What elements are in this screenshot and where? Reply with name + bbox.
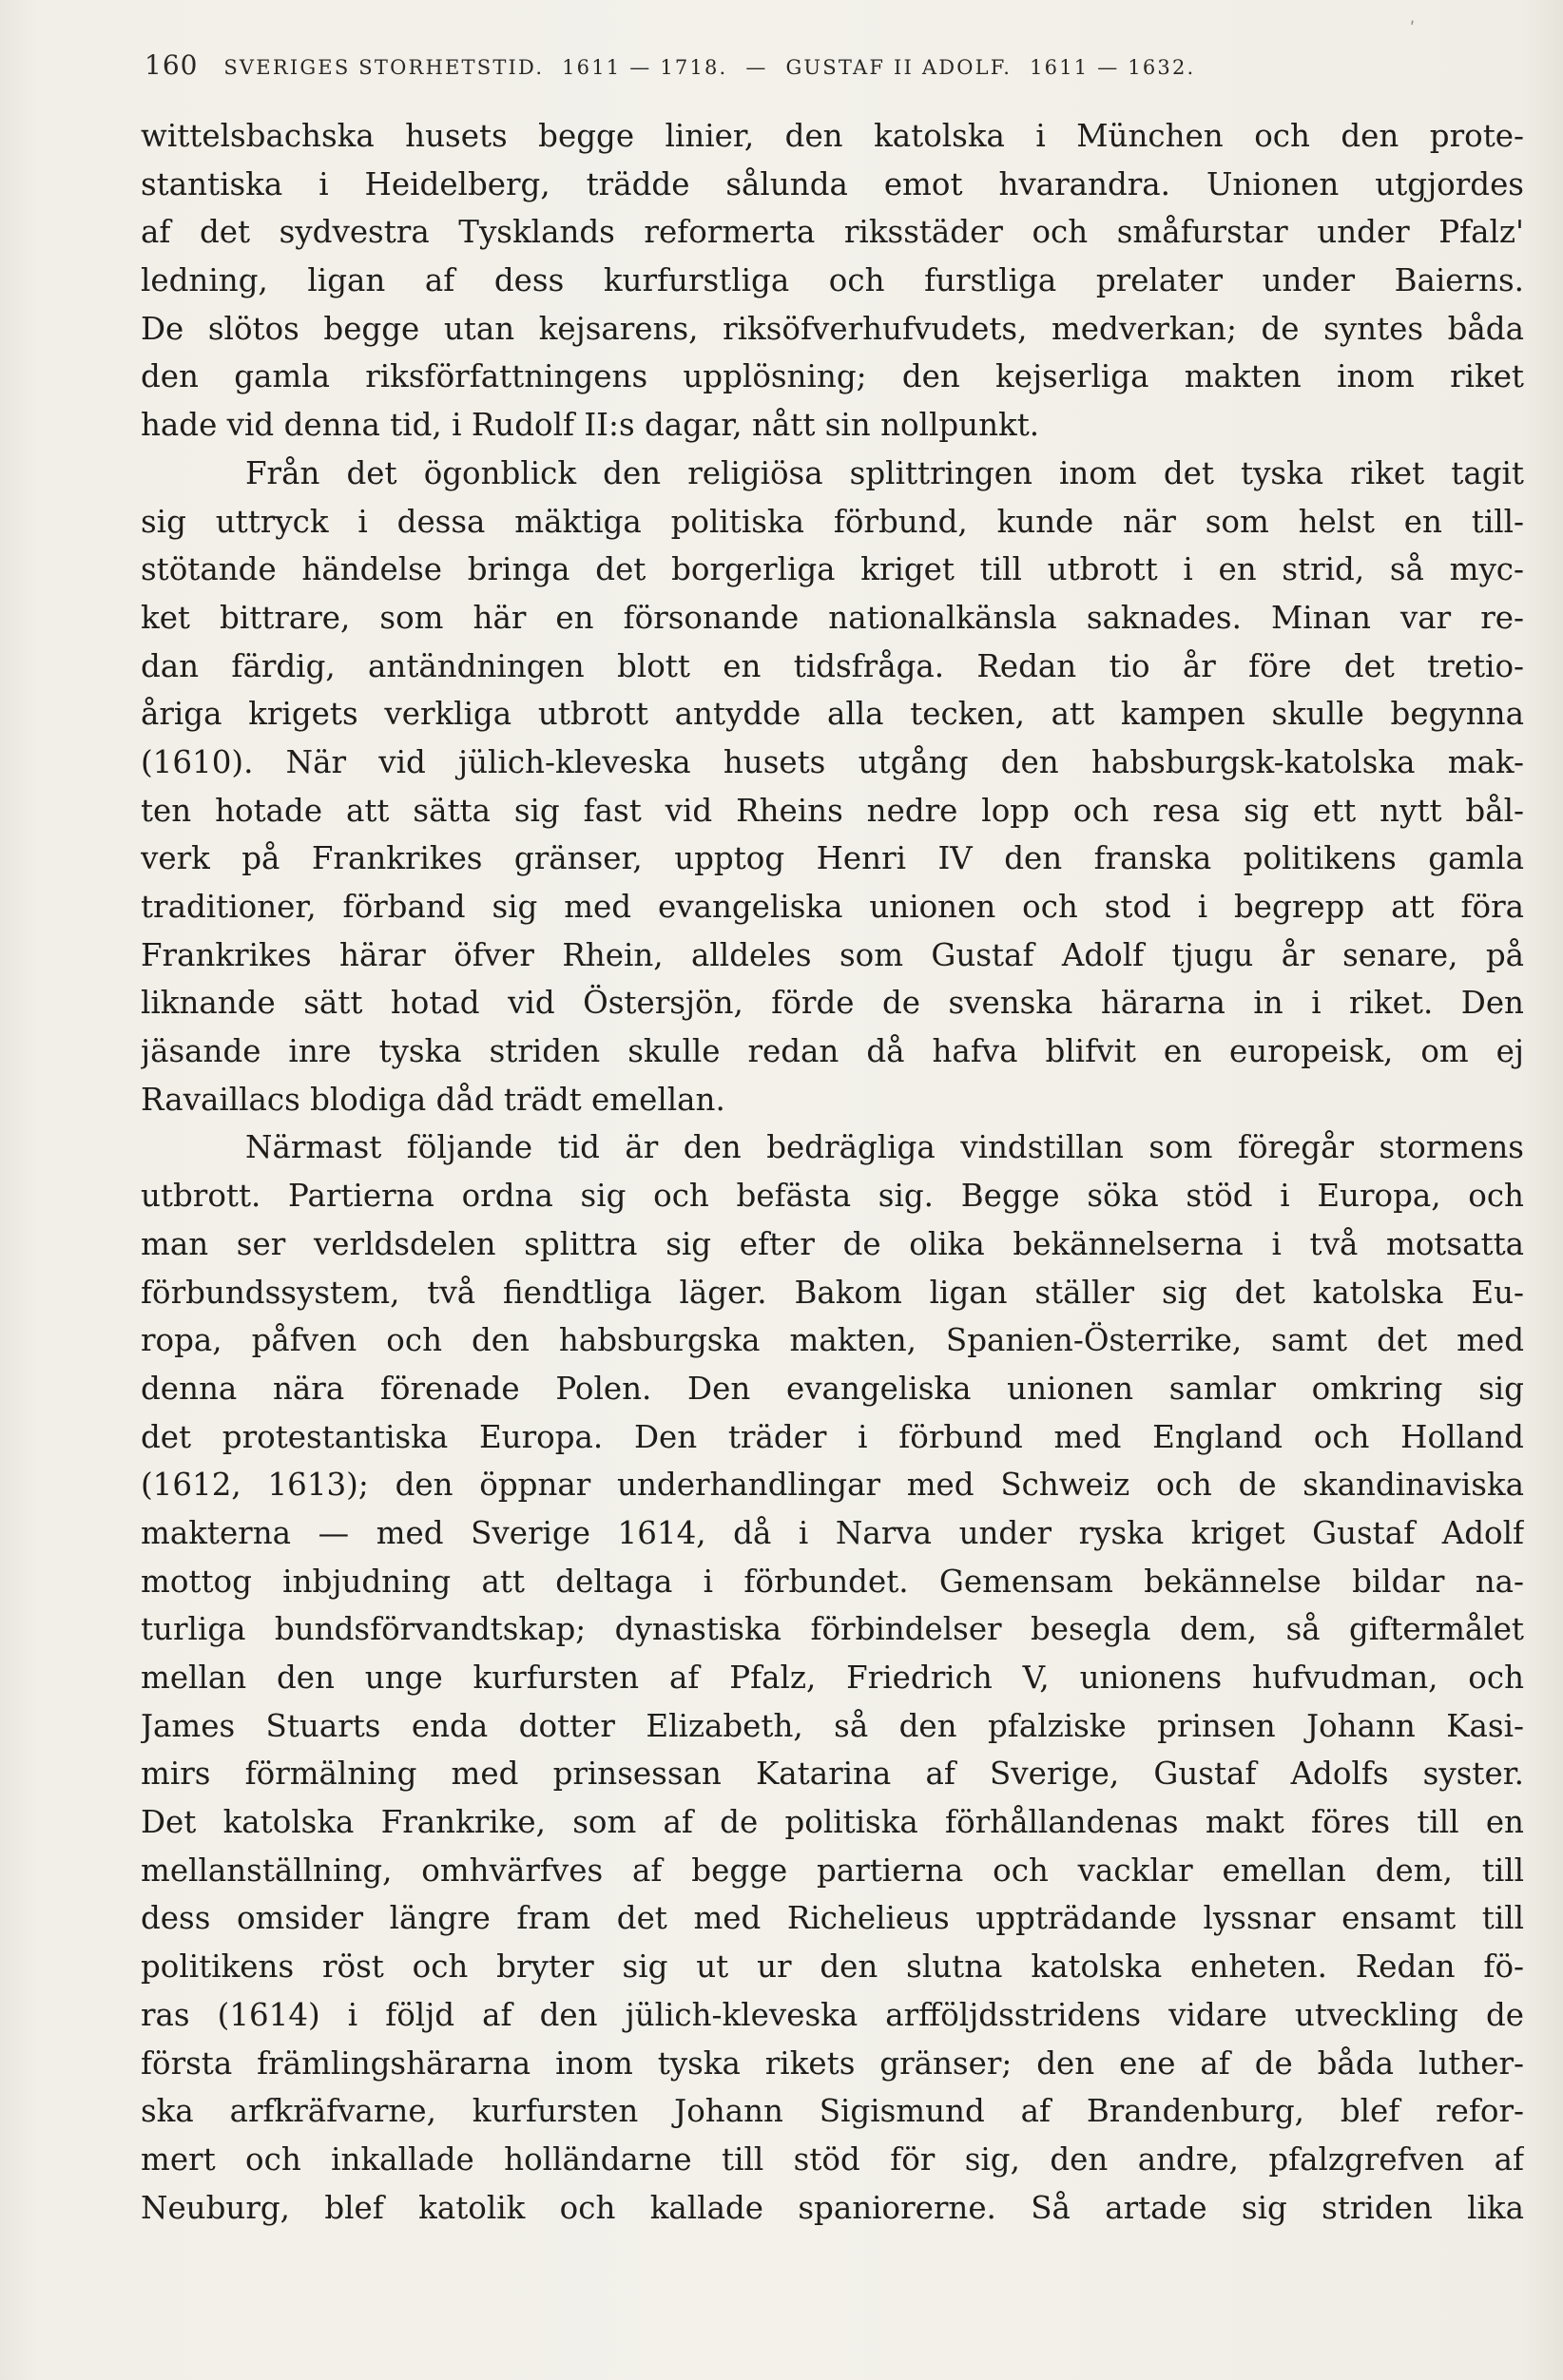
- text-line: ska arfkräfvarne, kurfursten Johann Sigismund af Brandenburg, blef refor-: [141, 2093, 1524, 2130]
- text-line: ket bittrare, som här en försonande nationalkänsla saknades. Minan var re-: [141, 599, 1524, 636]
- text-line: det protestantiska Europa. Den träder i förbund med England och Holland: [141, 1418, 1524, 1455]
- text-line: mottog inbjudning att deltaga i förbundet. Gemensam bekännelse bildar na-: [141, 1563, 1524, 1600]
- text-line: af det sydvestra Tysklands reformerta riksstäder och småfurstar under Pfalz': [141, 214, 1524, 251]
- text-line: James Stuarts enda dotter Elizabeth, så den pfalziske prinsen Johann Kasi-: [141, 1707, 1524, 1744]
- text-line: förbundssystem, två fiendtliga läger. Bakom ligan ställer sig det katolska Eu-: [141, 1274, 1524, 1311]
- running-head: [145, 49, 1438, 87]
- text-line: ledning, ligan af dess kurfurstliga och furstliga prelater under Baierns.: [141, 262, 1524, 299]
- work-years: 1611 — 1718.: [562, 56, 728, 79]
- text-line: mirs förmälning med prinsessan Katarina af Sverige, Gustaf Adolfs syster.: [141, 1756, 1524, 1793]
- text-line: ras (1614) i följd af den jülich-kleveska arfföljdsstridens vidare utveckling de: [141, 1996, 1524, 2033]
- text-line: jäsande inre tyska striden skulle redan då hafva blifvit en europeisk, om ej: [141, 1033, 1524, 1070]
- text-line: sig uttryck i dessa mäktiga politiska förbund, kunde när som helst en till-: [141, 503, 1524, 540]
- text-line: stötande händelse bringa det borgerliga kriget till utbrott i en strid, så myc-: [141, 551, 1524, 588]
- text-line: mellanställning, omhvärfves af begge partierna och vacklar emellan dem, till: [141, 1852, 1524, 1889]
- text-line: dess omsider längre fram det med Richelieus uppträdande lyssnar ensamt till: [141, 1900, 1524, 1937]
- paragraph-2: [141, 450, 1524, 1124]
- text-line: utbrott. Partierna ordna sig och befästa sig. Begge söka stöd i Europa, och: [141, 1178, 1524, 1215]
- chapter-title: GUSTAF II ADOLF.: [785, 56, 1013, 79]
- text-line: den gamla riksförfattningens upplösning; den kejserliga makten inom riket: [141, 358, 1524, 395]
- page-number: 160: [145, 49, 199, 81]
- text-line: liknande sätt hotad vid Östersjön, förde de svenska härarna in i riket. Den: [141, 985, 1524, 1022]
- ink-mark: ʹ: [1410, 19, 1416, 39]
- text-line: första främlingshärarna inom tyska rikets gränser; den ene af de båda luther-: [141, 2044, 1524, 2082]
- body-text: [141, 112, 1524, 2232]
- text-line: verk på Frankrikes gränser, upptog Henri IV den franska politikens gamla: [141, 840, 1524, 877]
- text-line: (1612, 1613); den öppnar underhandlingar med Schweiz och de skandinaviska: [141, 1467, 1524, 1504]
- chapter-years: 1611 — 1632.: [1030, 56, 1196, 79]
- text-line: ten hotade att sätta sig fast vid Rheins nedre lopp och resa sig ett nytt bål-: [141, 792, 1524, 829]
- work-title: SVERIGES STORHETSTID.: [223, 56, 545, 79]
- text-line: (1610). När vid jülich-kleveska husets utgång den habsburgsk-katolska mak-: [141, 743, 1524, 780]
- text-line: Frankrikes härar öfver Rhein, alldeles som Gustaf Adolf tjugu år senare, på: [141, 936, 1524, 973]
- paragraph-1: [141, 112, 1524, 450]
- text-line: Det katolska Frankrike, som af de politiska förhållandenas makt föres till en: [141, 1804, 1524, 1841]
- text-line: mellan den unge kurfursten af Pfalz, Friedrich V, unionens hufvudman, och: [141, 1660, 1524, 1696]
- text-line: stantiska i Heidelberg, trädde sålunda emot hvarandra. Unionen utgjordes: [141, 165, 1524, 202]
- header-dash: —: [745, 56, 768, 79]
- paragraph-3: [141, 1123, 1524, 2232]
- text-line: ropa, påfven och den habsburgska makten, Spanien-Österrike, samt det med: [141, 1322, 1524, 1359]
- text-line: turliga bundsförvandtskap; dynastiska förbindelser besegla dem, så giftermålet: [141, 1611, 1524, 1648]
- text-line: man ser verldsdelen splittra sig efter de olika bekännelserna i två motsatta: [141, 1225, 1524, 1262]
- text-line: mert och inkallade holländarne till stöd för sig, den andre, pfalzgrefven af: [141, 2140, 1524, 2178]
- text-line: politikens röst och bryter sig ut ur den slutna katolska enheten. Redan fö-: [141, 1948, 1524, 1986]
- text-line: wittelsbachska husets begge linier, den katolska i München och den prote-: [141, 118, 1524, 154]
- text-line: hade vid denna tid, i Rudolf II:s dagar, nått sin nollpunkt.: [141, 407, 1040, 444]
- text-line: Närmast följande tid är den bedrägliga vindstillan som föregår stormens: [245, 1129, 1524, 1166]
- text-line: Från det ögonblick den religiösa splittringen inom det tyska riket tagit: [245, 454, 1524, 491]
- text-line: denna nära förenade Polen. Den evangeliska unionen samlar omkring sig: [141, 1370, 1524, 1407]
- text-line: Ravaillacs blodiga dåd trädt emellan.: [141, 1081, 725, 1118]
- text-line: makterna — med Sverige 1614, då i Narva under ryska kriget Gustaf Adolf: [141, 1514, 1524, 1551]
- text-line: De slötos begge utan kejsarens, riksöfverhufvudets, medverkan; de syntes båda: [141, 310, 1524, 347]
- text-line: åriga krigets verkliga utbrott antydde alla tecken, att kampen skulle begynna: [141, 696, 1524, 733]
- text-line: Neuburg, blef katolik och kallade spaniorerne. Så artade sig striden lika: [141, 2189, 1524, 2226]
- text-line: traditioner, förband sig med evangeliska unionen och stod i begrepp att föra: [141, 889, 1524, 925]
- text-line: dan färdig, antändningen blott en tidsfråga. Redan tio år före det tretio-: [141, 647, 1524, 684]
